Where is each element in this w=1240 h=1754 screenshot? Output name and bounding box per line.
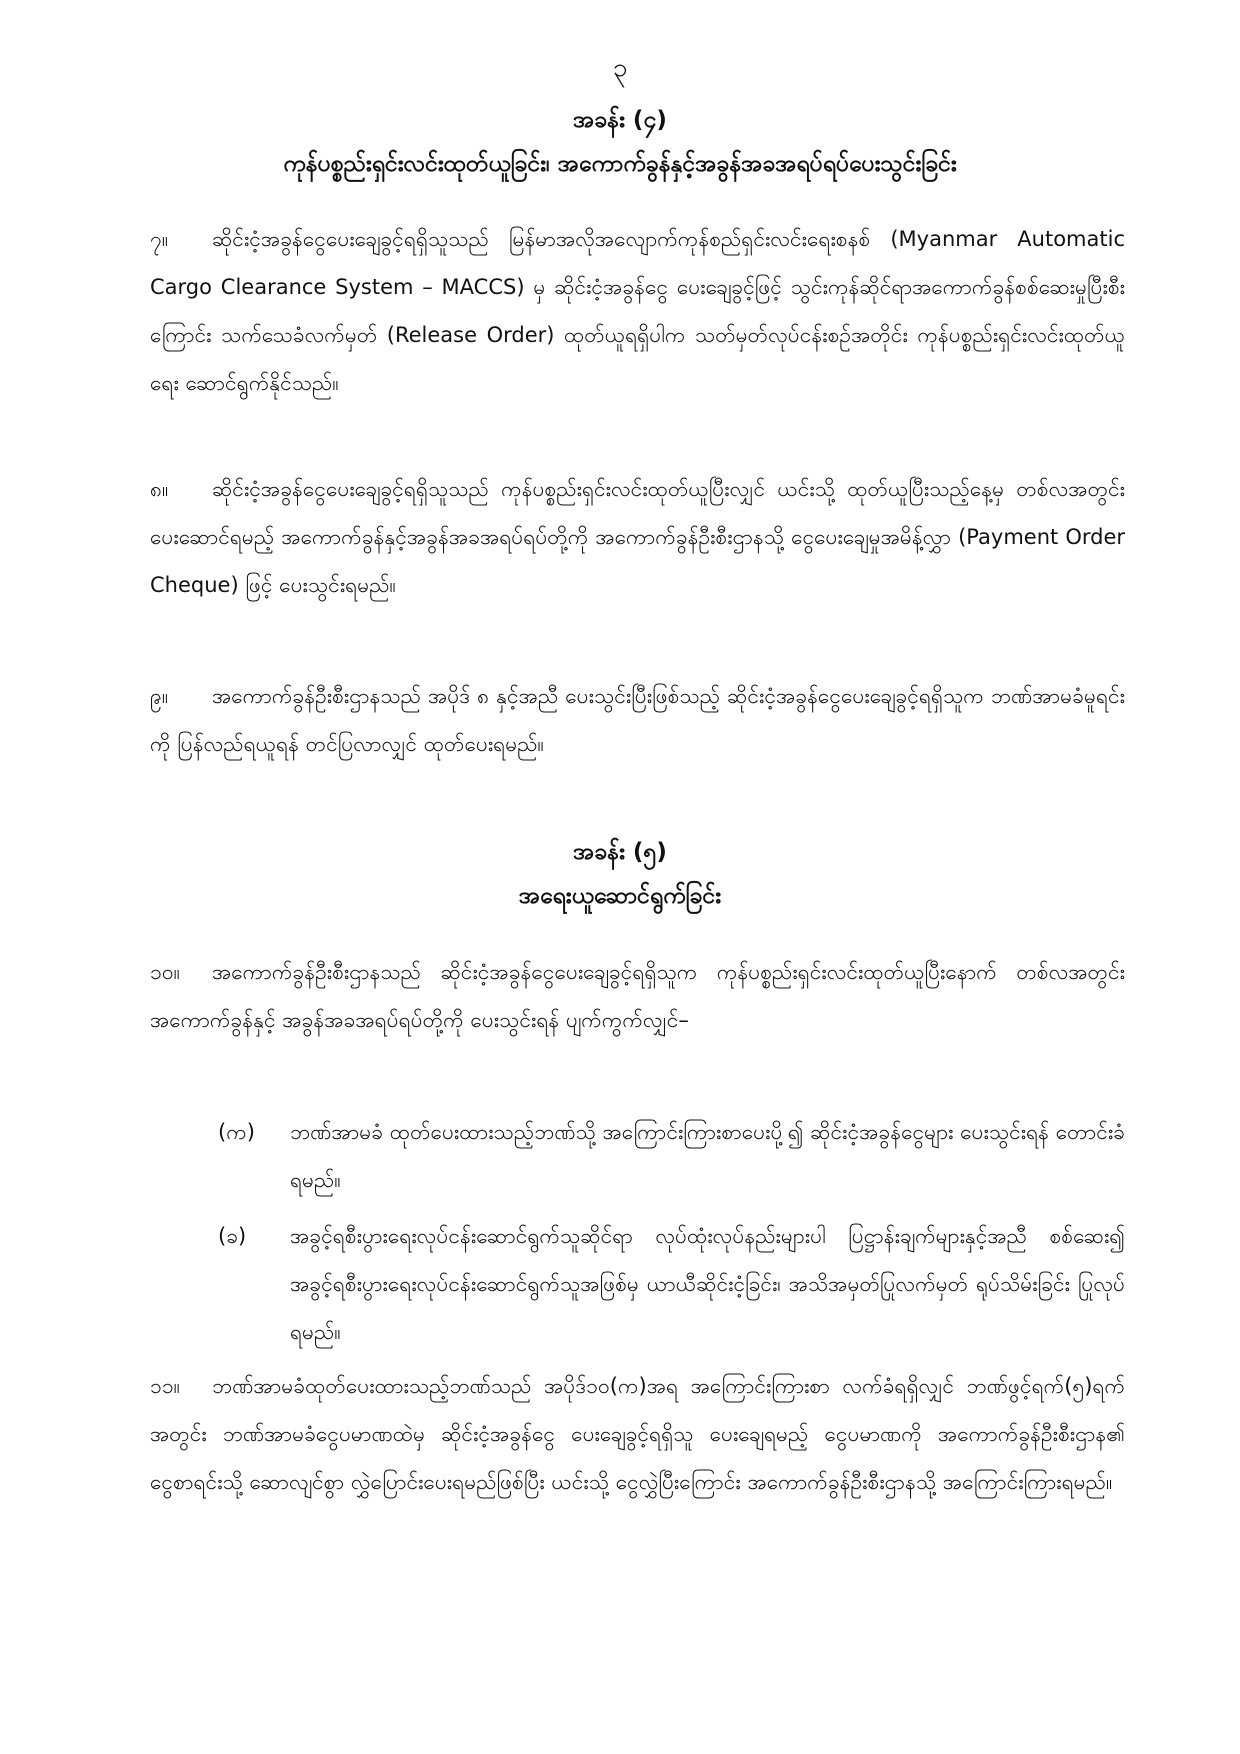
clause-ka [218, 1108, 1125, 1204]
section-7-number: ၇။ [150, 227, 169, 251]
chapter-5-title: အရေးယူဆောင်ရွက်ခြင်း [518, 883, 722, 909]
clause-kha-text: အခွင့်ရစီးပွားရေးလုပ်ငန်းဆောင်ရွက်သူဆိုင်ရာ လုပ်ထုံးလုပ်နည်းများပါ ပြဋ္ဌာန်းချက်များနှင့်အညီ စစ်ဆေး၍ အခွင့်ရစီးပွားရေးလုပ်ငန်းဆောင်ရွက်သူအဖြစ်မှ ယာယီဆိုင်းငံ့ခြင်း၊ အသိအမှတ်ပြုလက်မှတ် ရုပ်သိမ်းခြင်း ပြုလုပ်ရမည်။ [290, 1224, 1125, 1344]
clause-kha [218, 1212, 1125, 1356]
chapter-4-title: ကုန်ပစ္စည်းရှင်းလင်းထုတ်ယူခြင်း၊ အကောက်ခွန်နှင့်အခွန်အခအရပ်ရပ်ပေးသွင်းခြင်း [283, 151, 957, 177]
chapter-5-number: အခန်း (၅) [573, 839, 667, 865]
chapter-4-heading [0, 98, 1240, 186]
section-9-number: ၉။ [150, 684, 169, 708]
section-11-number: ၁၁။ [150, 1374, 180, 1398]
section-10-text: အကောက်ခွန်ဦးစီးဌာနသည် ဆိုင်းငံ့အခွန်ငွေပေးချေခွင့်ရရှိသူက ကုန်ပစ္စည်းရှင်းလင်းထုတ်ယူပြီးနောက် တစ်လအတွင်း အကောက်ခွန်နှင့် အခွန်အခအရပ်ရပ်တို့ကို ပေးသွင်းရန် ပျက်ကွက်လျှင်– [150, 960, 1125, 1032]
clause-ka-number: (က) [218, 1120, 255, 1144]
section-11 [150, 1362, 1125, 1506]
clause-ka-text: ဘဏ်အာမခံ ထုတ်ပေးထားသည့်ဘဏ်သို့ အကြောင်းကြားစာပေးပို့၍ ဆိုင်းငံ့အခွန်ငွေများ ပေးသွင်းရန် တောင်းခံရမည်။ [290, 1120, 1125, 1192]
section-8-text: ဆိုင်းငံ့အခွန်ငွေပေးချေခွင့်ရရှိသူသည် ကုန်ပစ္စည်းရှင်းလင်းထုတ်ယူပြီးလျှင် ယင်းသို့ ထုတ်ယူပြီးသည့်နေ့မှ တစ်လအတွင်း ပေးဆောင်ရမည့် အကောက်ခွန်နှင့်အခွန်အခအရပ်ရပ်တို့ကို အကောက်ခွန်ဦးစီးဌာနသို့ ငွေပေးချေမှုအမိန့်လွှာ (Payment Order Cheque) ဖြင့် ပေးသွင်းရမည်။ [150, 477, 1125, 597]
section-9 [150, 672, 1125, 768]
section-7-text: ဆိုင်းငံ့အခွန်ငွေပေးချေခွင့်ရရှိသူသည် မြန်မာအလိုအလျောက်ကုန်စည်ရှင်းလင်းရေးစနစ် (Myanmar Automatic Cargo Clearance System – MACCS) မှ ဆိုင်းငံ့အခွန်ငွေ ပေးချေခွင့်ဖြင့် သွင်းကုန်ဆိုင်ရာအကောက်ခွန်စစ်ဆေးမှုပြီးစီးကြောင်း သက်သေခံလက်မှတ် (Release Order) ထုတ်ယူရရှိပါက သတ်မှတ်လုပ်ငန်းစဉ်အတိုင်း ကုန်ပစ္စည်းရှင်းလင်းထုတ်ယူရေး ဆောင်ရွက်နိုင်သည်။ [150, 227, 1125, 395]
section-10-number: ၁၀။ [150, 960, 180, 984]
chapter-4-number: အခန်း (၄) [573, 107, 667, 133]
section-10 [150, 948, 1125, 1044]
page-number: ၃ [612, 53, 628, 83]
clause-kha-number: (ခ) [218, 1224, 247, 1248]
chapter-5-heading [0, 830, 1240, 918]
section-8 [150, 465, 1125, 609]
section-8-number: ၈။ [150, 477, 169, 501]
section-9-text: အကောက်ခွန်ဦးစီးဌာနသည် အပိုဒ် ၈ နှင့်အညီ ပေးသွင်းပြီးဖြစ်သည့် ဆိုင်းငံ့အခွန်ငွေပေးချေခွင့်ရရှိသူက ဘဏ်အာမခံမူရင်းကို ပြန်လည်ရယူရန် တင်ပြလာလျှင် ထုတ်ပေးရမည်။ [150, 684, 1125, 756]
section-11-text: ဘဏ်အာမခံထုတ်ပေးထားသည့်ဘဏ်သည် အပိုဒ်၁၀(က)အရ အကြောင်းကြားစာ လက်ခံရရှိလျှင် ဘဏ်ဖွင့်ရက်(၅)ရက်အတွင်း ဘဏ်အာမခံငွေပမာဏထဲမှ ဆိုင်းငံ့အခွန်ငွေ ပေးချေခွင့်ရရှိသူ ပေးချေရမည့် ငွေပမာဏကို အကောက်ခွန်ဦးစီးဌာန၏ ငွေစာရင်းသို့ ဆောလျင်စွာ လွှဲပြောင်းပေးရမည်ဖြစ်ပြီး ယင်းသို့ ငွေလွှဲပြီးကြောင်း အကောက်ခွန်ဦးစီးဌာနသို့ အကြောင်းကြားရမည်။ [150, 1374, 1125, 1494]
section-7 [150, 215, 1125, 407]
